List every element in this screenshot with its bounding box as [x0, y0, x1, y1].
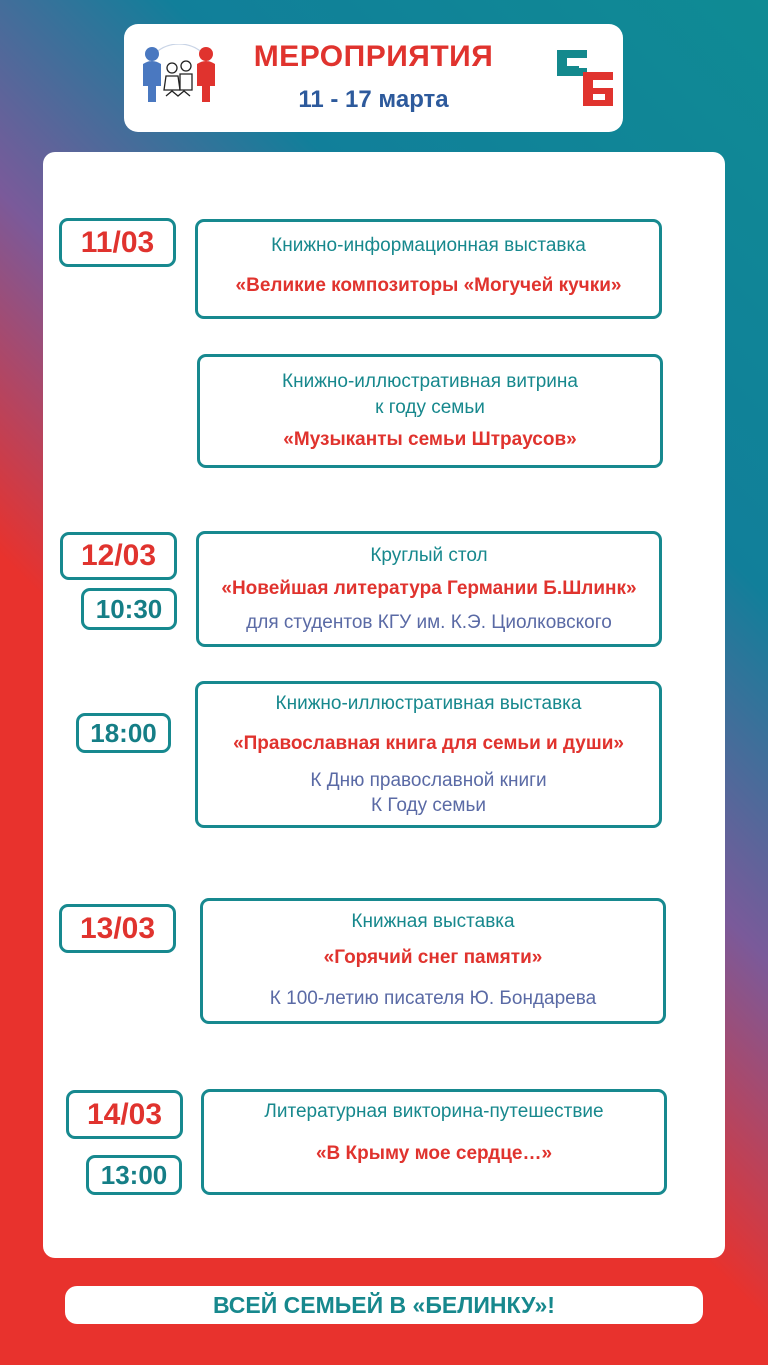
event-title: «Музыканты семьи Штраусов» [283, 429, 577, 450]
event-type: Книжная выставка [351, 911, 515, 932]
event-type: Литературная викторина-путешествие [264, 1101, 604, 1122]
time-badge: 18:00 [76, 713, 171, 753]
event-card [200, 898, 666, 1024]
event-title: «Великие композиторы «Могучей кучки» [235, 275, 622, 296]
event-type: Круглый стол [370, 545, 488, 566]
event-note: К Дню православной книги [310, 770, 547, 791]
time-badge: 13:00 [86, 1155, 182, 1195]
event-type-extra: к году семьи [375, 397, 485, 418]
event-note: К 100-летию писателя Ю. Бондарева [269, 988, 597, 1009]
footer-slogan: ВСЕЙ СЕМЬЕЙ В «БЕЛИНКУ»! [65, 1286, 703, 1324]
event-card [196, 531, 662, 647]
event-note: для студентов КГУ им. К.Э. Циолковского [246, 612, 612, 633]
event-card [201, 1089, 667, 1195]
event-type: Книжно-иллюстративная витрина [282, 371, 578, 392]
event-title: «Горячий снег памяти» [323, 947, 543, 968]
date-badge: 12/03 [60, 532, 177, 580]
family-year-logo [136, 44, 222, 104]
page-title: МЕРОПРИЯТИЯ [253, 40, 494, 73]
event-title: «В Крыму мое сердце…» [315, 1143, 553, 1164]
library-logo [555, 46, 615, 108]
event-title: «Новейшая литература Германии Б.Шлинк» [221, 578, 637, 599]
event-card [197, 354, 663, 468]
date-badge: 14/03 [66, 1090, 183, 1139]
date-range: 11 - 17 марта [298, 86, 449, 113]
date-badge: 11/03 [59, 218, 176, 267]
event-title: «Православная книга для семьи и души» [233, 733, 624, 754]
event-note-extra: К Году семьи [370, 795, 487, 816]
event-card [195, 681, 662, 828]
date-badge: 13/03 [59, 904, 176, 953]
event-type: Книжно-иллюстративная выставка [275, 693, 582, 714]
event-card [195, 219, 662, 319]
event-type: Книжно-информационная выставка [271, 235, 586, 256]
time-badge: 10:30 [81, 588, 177, 630]
